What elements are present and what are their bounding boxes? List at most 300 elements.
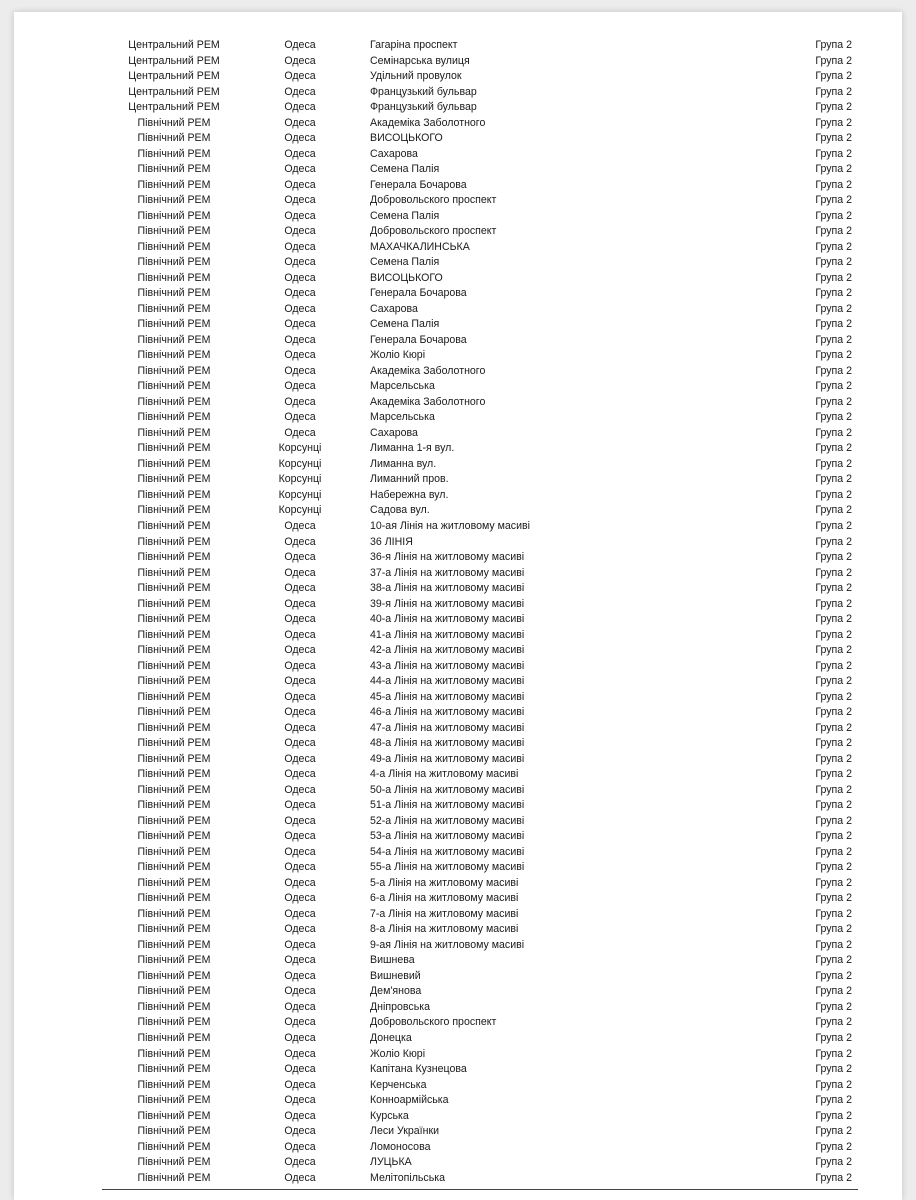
table-row [14, 550, 902, 566]
street-cell: Марсельська [370, 380, 435, 393]
street-cell: Семена Палія [370, 256, 440, 269]
street-cell: Семена Палія [370, 209, 440, 222]
rem-cell: Північний РЕМ [137, 706, 211, 719]
rem-cell: Центральний РЕМ [128, 39, 220, 51]
group-cell: Група 2 [815, 985, 852, 998]
city-cell: Корсунці [278, 442, 322, 455]
rem-cell: Північний РЕМ [137, 473, 211, 486]
city-cell: Одеса [284, 364, 316, 377]
group-cell: Група 2 [815, 333, 852, 346]
group-cell: Група 2 [815, 1063, 852, 1076]
city-cell: Одеса [284, 1109, 316, 1122]
city-cell: Одеса [284, 225, 316, 238]
table-row [14, 488, 902, 504]
city-cell: Одеса [284, 566, 316, 579]
table-row [14, 1109, 902, 1125]
group-cell: Група 2 [815, 954, 852, 967]
rem-cell: Північний РЕМ [137, 194, 211, 207]
street-cell: 9-ая Лінія на житловому масиві [370, 938, 525, 951]
table-row [14, 441, 902, 457]
street-cell: 47-а Лінія на житловому масиві [370, 721, 525, 734]
rem-cell: Північний РЕМ [137, 938, 211, 951]
group-cell: Група 2 [815, 364, 852, 377]
group-cell: Група 2 [815, 271, 852, 284]
street-cell: Конноармійська [370, 1094, 449, 1107]
rem-cell: Північний РЕМ [137, 954, 211, 967]
group-cell: Група 2 [815, 845, 852, 858]
street-cell: 10-ая Лінія на житловому масиві [370, 519, 530, 532]
group-cell: Група 2 [815, 488, 852, 501]
table-row [14, 116, 902, 132]
street-cell: 38-а Лінія на житловому масиві [370, 582, 525, 595]
group-cell: Група 2 [815, 194, 852, 207]
city-cell: Одеса [284, 923, 316, 936]
street-cell: ВИСОЦЬКОГО [370, 132, 443, 145]
document-page [14, 12, 902, 1200]
rem-cell: Північний РЕМ [137, 1078, 211, 1091]
rem-cell: Північний РЕМ [137, 504, 211, 517]
group-cell: Група 2 [815, 690, 852, 703]
city-cell: Одеса [284, 907, 316, 920]
table-row [14, 1140, 902, 1156]
rem-cell: Північний РЕМ [137, 737, 211, 750]
rem-cell: Північний РЕМ [137, 240, 211, 253]
group-cell: Група 2 [815, 938, 852, 951]
street-cell: 54-а Лінія на житловому масиві [370, 845, 525, 858]
rem-cell: Північний РЕМ [137, 411, 211, 424]
city-cell: Одеса [284, 116, 316, 129]
city-cell: Одеса [284, 892, 316, 905]
city-cell: Одеса [284, 861, 316, 874]
table-row [14, 69, 902, 85]
table-row [14, 752, 902, 768]
street-cell: Академіка Заболотного [370, 364, 486, 377]
table-row [14, 131, 902, 147]
city-cell: Одеса [284, 1156, 316, 1169]
rem-cell: Північний РЕМ [137, 1000, 211, 1013]
street-cell: 50-а Лінія на житловому масиві [370, 783, 525, 796]
rem-cell: Північний РЕМ [137, 752, 211, 765]
city-cell: Одеса [284, 737, 316, 750]
group-cell: Група 2 [815, 1094, 852, 1107]
city-cell: Одеса [284, 380, 316, 393]
table-row [14, 783, 902, 799]
group-cell: Група 2 [815, 1156, 852, 1169]
table-row [14, 271, 902, 287]
group-cell: Група 2 [815, 752, 852, 765]
rem-cell: Північний РЕМ [137, 333, 211, 346]
table-row [14, 597, 902, 613]
group-cell: Група 2 [815, 582, 852, 595]
table-row [14, 333, 902, 349]
table-row [14, 767, 902, 783]
table-row [14, 860, 902, 876]
table-row [14, 938, 902, 954]
rem-cell: Північний РЕМ [137, 799, 211, 812]
group-cell: Група 2 [815, 659, 852, 672]
rem-cell: Північний РЕМ [137, 690, 211, 703]
group-cell: Група 2 [815, 302, 852, 315]
city-cell: Одеса [284, 85, 316, 98]
group-cell: Група 2 [815, 101, 852, 114]
group-cell: Група 2 [815, 209, 852, 222]
city-cell: Одеса [284, 70, 316, 83]
table-row [14, 193, 902, 209]
rem-cell: Центральний РЕМ [128, 101, 220, 114]
rem-cell: Північний РЕМ [137, 488, 211, 501]
group-cell: Група 2 [815, 473, 852, 486]
rem-cell: Північний РЕМ [137, 969, 211, 982]
street-cell: 40-а Лінія на житловому масиві [370, 613, 525, 626]
group-cell: Група 2 [815, 1140, 852, 1153]
rem-cell: Північний РЕМ [137, 426, 211, 439]
group-cell: Група 2 [815, 116, 852, 129]
city-cell: Одеса [284, 706, 316, 719]
table-row [14, 1062, 902, 1078]
rem-cell: Північний РЕМ [137, 907, 211, 920]
street-cell: Вишнева [370, 954, 415, 967]
rem-cell: Північний РЕМ [137, 519, 211, 532]
rem-cell: Північний РЕМ [137, 551, 211, 564]
rem-cell: Північний РЕМ [137, 1125, 211, 1138]
group-cell: Група 2 [815, 457, 852, 470]
group-cell: Група 2 [815, 628, 852, 641]
table-row [14, 286, 902, 302]
table-row [14, 54, 902, 70]
rem-cell: Північний РЕМ [137, 256, 211, 269]
table-row [14, 503, 902, 519]
city-cell: Одеса [284, 969, 316, 982]
street-cell: Семена Палія [370, 163, 440, 176]
table-row [14, 612, 902, 628]
street-cell: 45-а Лінія на житловому масиві [370, 690, 525, 703]
group-cell: Група 2 [815, 876, 852, 889]
street-cell: 42-а Лінія на житловому масиві [370, 644, 525, 657]
group-cell: Група 2 [815, 597, 852, 610]
table-row [14, 969, 902, 985]
group-cell: Група 2 [815, 70, 852, 83]
street-cell: Дніпровська [370, 1000, 430, 1013]
group-cell: Група 2 [815, 721, 852, 734]
street-cell: 49-а Лінія на житловому масиві [370, 752, 525, 765]
street-cell: Донецка [370, 1032, 412, 1044]
table-row [14, 690, 902, 706]
table-row [14, 876, 902, 892]
rem-cell: Північний РЕМ [137, 582, 211, 595]
outage-group-table [14, 38, 902, 1186]
table-row [14, 814, 902, 830]
street-cell: Курська [370, 1109, 409, 1122]
street-cell: 43-а Лінія на житловому масиві [370, 659, 525, 672]
rem-cell: Центральний РЕМ [128, 85, 220, 98]
street-cell: 46-а Лінія на житловому масиві [370, 706, 525, 719]
rem-cell: Північний РЕМ [137, 287, 211, 300]
group-cell: Група 2 [815, 613, 852, 626]
city-cell: Одеса [284, 814, 316, 827]
street-cell: Генерала Бочарова [370, 178, 467, 191]
table-row [14, 1015, 902, 1031]
street-cell: 39-я Лінія на житловому масиві [370, 597, 525, 610]
group-cell: Група 2 [815, 644, 852, 657]
table-row [14, 395, 902, 411]
city-cell: Одеса [284, 240, 316, 253]
rem-cell: Північний РЕМ [137, 675, 211, 688]
city-cell: Одеса [284, 333, 316, 346]
table-row [14, 891, 902, 907]
city-cell: Одеса [284, 271, 316, 284]
city-cell: Одеса [284, 302, 316, 315]
street-cell: Мелітопільська [370, 1171, 446, 1184]
group-cell: Група 2 [815, 318, 852, 331]
rem-cell: Північний РЕМ [137, 271, 211, 284]
table-row [14, 1155, 902, 1171]
group-cell: Група 2 [815, 349, 852, 362]
street-cell: Удільний провулок [370, 70, 462, 83]
table-row [14, 224, 902, 240]
street-cell: 7-а Лінія на житловому масиві [370, 907, 519, 920]
group-cell: Група 2 [815, 1047, 852, 1060]
rem-cell: Центральний РЕМ [128, 54, 220, 67]
city-cell: Одеса [284, 395, 316, 408]
group-cell: Група 2 [815, 551, 852, 564]
rem-cell: Північний РЕМ [137, 985, 211, 998]
street-cell: 4-а Лінія на житловому масиві [370, 768, 519, 781]
table-row [14, 379, 902, 395]
city-cell: Одеса [284, 768, 316, 781]
city-cell: Одеса [284, 101, 316, 114]
table-row [14, 907, 902, 923]
table-row [14, 1124, 902, 1140]
street-cell: 36 ЛІНІЯ [370, 535, 413, 548]
street-cell: Генерала Бочарова [370, 333, 467, 346]
group-cell: Група 2 [815, 1109, 852, 1122]
city-cell: Одеса [284, 256, 316, 269]
city-cell: Одеса [284, 876, 316, 889]
city-cell: Одеса [284, 1047, 316, 1060]
street-cell: Семена Палія [370, 318, 440, 331]
group-cell: Група 2 [815, 706, 852, 719]
city-cell: Одеса [284, 349, 316, 362]
group-cell: Група 2 [815, 287, 852, 300]
table-row [14, 922, 902, 938]
city-cell: Одеса [284, 39, 316, 51]
street-cell: 6-а Лінія на житловому масиві [370, 892, 519, 905]
street-cell: Набережна вул. [370, 488, 449, 501]
table-row [14, 240, 902, 256]
city-cell: Одеса [284, 1078, 316, 1091]
group-cell: Група 2 [815, 85, 852, 98]
rem-cell: Центральний РЕМ [128, 70, 220, 83]
table-row [14, 628, 902, 644]
group-cell: Група 2 [815, 1125, 852, 1138]
rem-cell: Північний РЕМ [137, 178, 211, 191]
group-cell: Група 2 [815, 380, 852, 393]
city-cell: Одеса [284, 1094, 316, 1107]
rem-cell: Північний РЕМ [137, 814, 211, 827]
street-cell: ВИСОЦЬКОГО [370, 271, 443, 284]
table-row [14, 317, 902, 333]
table-row [14, 535, 902, 551]
group-cell: Група 2 [815, 504, 852, 517]
street-cell: Академіка Заболотного [370, 116, 486, 129]
rem-cell: Північний РЕМ [137, 1140, 211, 1153]
street-cell: Лиманний пров. [370, 473, 449, 486]
rem-cell: Північний РЕМ [137, 535, 211, 548]
street-cell: 44-а Лінія на житловому масиві [370, 675, 525, 688]
table-row [14, 1078, 902, 1094]
city-cell: Одеса [284, 1016, 316, 1029]
rem-cell: Північний РЕМ [137, 457, 211, 470]
city-cell: Одеса [284, 1140, 316, 1153]
city-cell: Одеса [284, 178, 316, 191]
city-cell: Одеса [284, 519, 316, 532]
table-row [14, 798, 902, 814]
table-row [14, 85, 902, 101]
street-cell: Капітана Кузнецова [370, 1063, 467, 1076]
city-cell: Одеса [284, 783, 316, 796]
group-cell: Група 2 [815, 39, 852, 51]
city-cell: Одеса [284, 426, 316, 439]
city-cell: Одеса [284, 985, 316, 998]
city-cell: Одеса [284, 147, 316, 160]
table-row [14, 1093, 902, 1109]
city-cell: Одеса [284, 1063, 316, 1076]
group-cell: Група 2 [815, 892, 852, 905]
street-cell: Академіка Заболотного [370, 395, 486, 408]
city-cell: Одеса [284, 675, 316, 688]
table-row [14, 953, 902, 969]
city-cell: Одеса [284, 209, 316, 222]
city-cell: Корсунці [278, 488, 322, 501]
table-row [14, 162, 902, 178]
street-cell: 41-а Лінія на житловому масиві [370, 628, 525, 641]
street-cell: Французький бульвар [370, 85, 477, 98]
rem-cell: Північний РЕМ [137, 845, 211, 858]
table-row [14, 147, 902, 163]
street-cell: Жоліо Кюрі [370, 349, 426, 362]
city-cell: Одеса [284, 721, 316, 734]
group-cell: Група 2 [815, 969, 852, 982]
city-cell: Одеса [284, 644, 316, 657]
city-cell: Одеса [284, 597, 316, 610]
city-cell: Одеса [284, 752, 316, 765]
street-cell: 52-а Лінія на житловому масиві [370, 814, 525, 827]
group-cell: Група 2 [815, 411, 852, 424]
rem-cell: Північний РЕМ [137, 597, 211, 610]
rem-cell: Північний РЕМ [137, 659, 211, 672]
rem-cell: Північний РЕМ [137, 163, 211, 176]
table-row [14, 472, 902, 488]
city-cell: Одеса [284, 613, 316, 626]
city-cell: Одеса [284, 1171, 316, 1184]
group-cell: Група 2 [815, 861, 852, 874]
street-cell: ЛУЦЬКА [370, 1156, 412, 1169]
city-cell: Одеса [284, 659, 316, 672]
table-row [14, 721, 902, 737]
rem-cell: Північний РЕМ [137, 116, 211, 129]
city-cell: Одеса [284, 690, 316, 703]
city-cell: Одеса [284, 1125, 316, 1138]
rem-cell: Північний РЕМ [137, 1063, 211, 1076]
table-row [14, 659, 902, 675]
street-cell: Марсельська [370, 411, 435, 424]
rem-cell: Північний РЕМ [137, 721, 211, 734]
street-cell: МАХАЧКАЛИНСЬКА [370, 240, 470, 253]
street-cell: Керченська [370, 1078, 427, 1091]
rem-cell: Північний РЕМ [137, 783, 211, 796]
rem-cell: Північний РЕМ [137, 1016, 211, 1029]
group-cell: Група 2 [815, 907, 852, 920]
table-row [14, 38, 902, 54]
rem-cell: Північний РЕМ [137, 876, 211, 889]
city-cell: Одеса [284, 54, 316, 67]
city-cell: Одеса [284, 287, 316, 300]
city-cell: Корсунці [278, 504, 322, 517]
group-cell: Група 2 [815, 675, 852, 688]
group-cell: Група 2 [815, 768, 852, 781]
street-cell: Сахарова [370, 302, 418, 315]
rem-cell: Північний РЕМ [137, 1094, 211, 1107]
city-cell: Одеса [284, 1032, 316, 1044]
rem-cell: Північний РЕМ [137, 132, 211, 145]
rem-cell: Північний РЕМ [137, 442, 211, 455]
group-cell: Група 2 [815, 799, 852, 812]
group-cell: Група 2 [815, 426, 852, 439]
street-cell: Добровольского проспект [370, 225, 497, 238]
street-cell: Семінарська вулиця [370, 54, 470, 67]
table-row [14, 1031, 902, 1047]
table-row [14, 364, 902, 380]
group-cell: Група 2 [815, 132, 852, 145]
table-row [14, 255, 902, 271]
rem-cell: Північний РЕМ [137, 147, 211, 160]
street-cell: Добровольского проспект [370, 194, 497, 207]
table-row [14, 426, 902, 442]
table-row [14, 984, 902, 1000]
street-cell: 53-а Лінія на житловому масиві [370, 830, 525, 843]
rem-cell: Північний РЕМ [137, 644, 211, 657]
table-row [14, 1000, 902, 1016]
group-cell: Група 2 [815, 783, 852, 796]
rem-cell: Північний РЕМ [137, 364, 211, 377]
street-cell: Французький бульвар [370, 101, 477, 114]
table-row [14, 178, 902, 194]
street-cell: 37-а Лінія на житловому масиві [370, 566, 525, 579]
group-cell: Група 2 [815, 163, 852, 176]
city-cell: Одеса [284, 163, 316, 176]
group-cell: Група 2 [815, 1171, 852, 1184]
rem-cell: Північний РЕМ [137, 1156, 211, 1169]
table-row [14, 643, 902, 659]
city-cell: Одеса [284, 551, 316, 564]
group-cell: Група 2 [815, 814, 852, 827]
rem-cell: Північний РЕМ [137, 380, 211, 393]
rem-cell: Північний РЕМ [137, 1171, 211, 1184]
rem-cell: Північний РЕМ [137, 628, 211, 641]
street-cell: Гагаріна проспект [370, 39, 458, 51]
rem-cell: Північний РЕМ [137, 1032, 211, 1044]
rem-cell: Північний РЕМ [137, 768, 211, 781]
table-row [14, 566, 902, 582]
city-cell: Корсунці [278, 457, 322, 470]
group-cell: Група 2 [815, 1032, 852, 1044]
rem-cell: Північний РЕМ [137, 318, 211, 331]
city-cell: Одеса [284, 582, 316, 595]
city-cell: Одеса [284, 830, 316, 843]
group-cell: Група 2 [815, 830, 852, 843]
rem-cell: Північний РЕМ [137, 349, 211, 362]
city-cell: Одеса [284, 132, 316, 145]
